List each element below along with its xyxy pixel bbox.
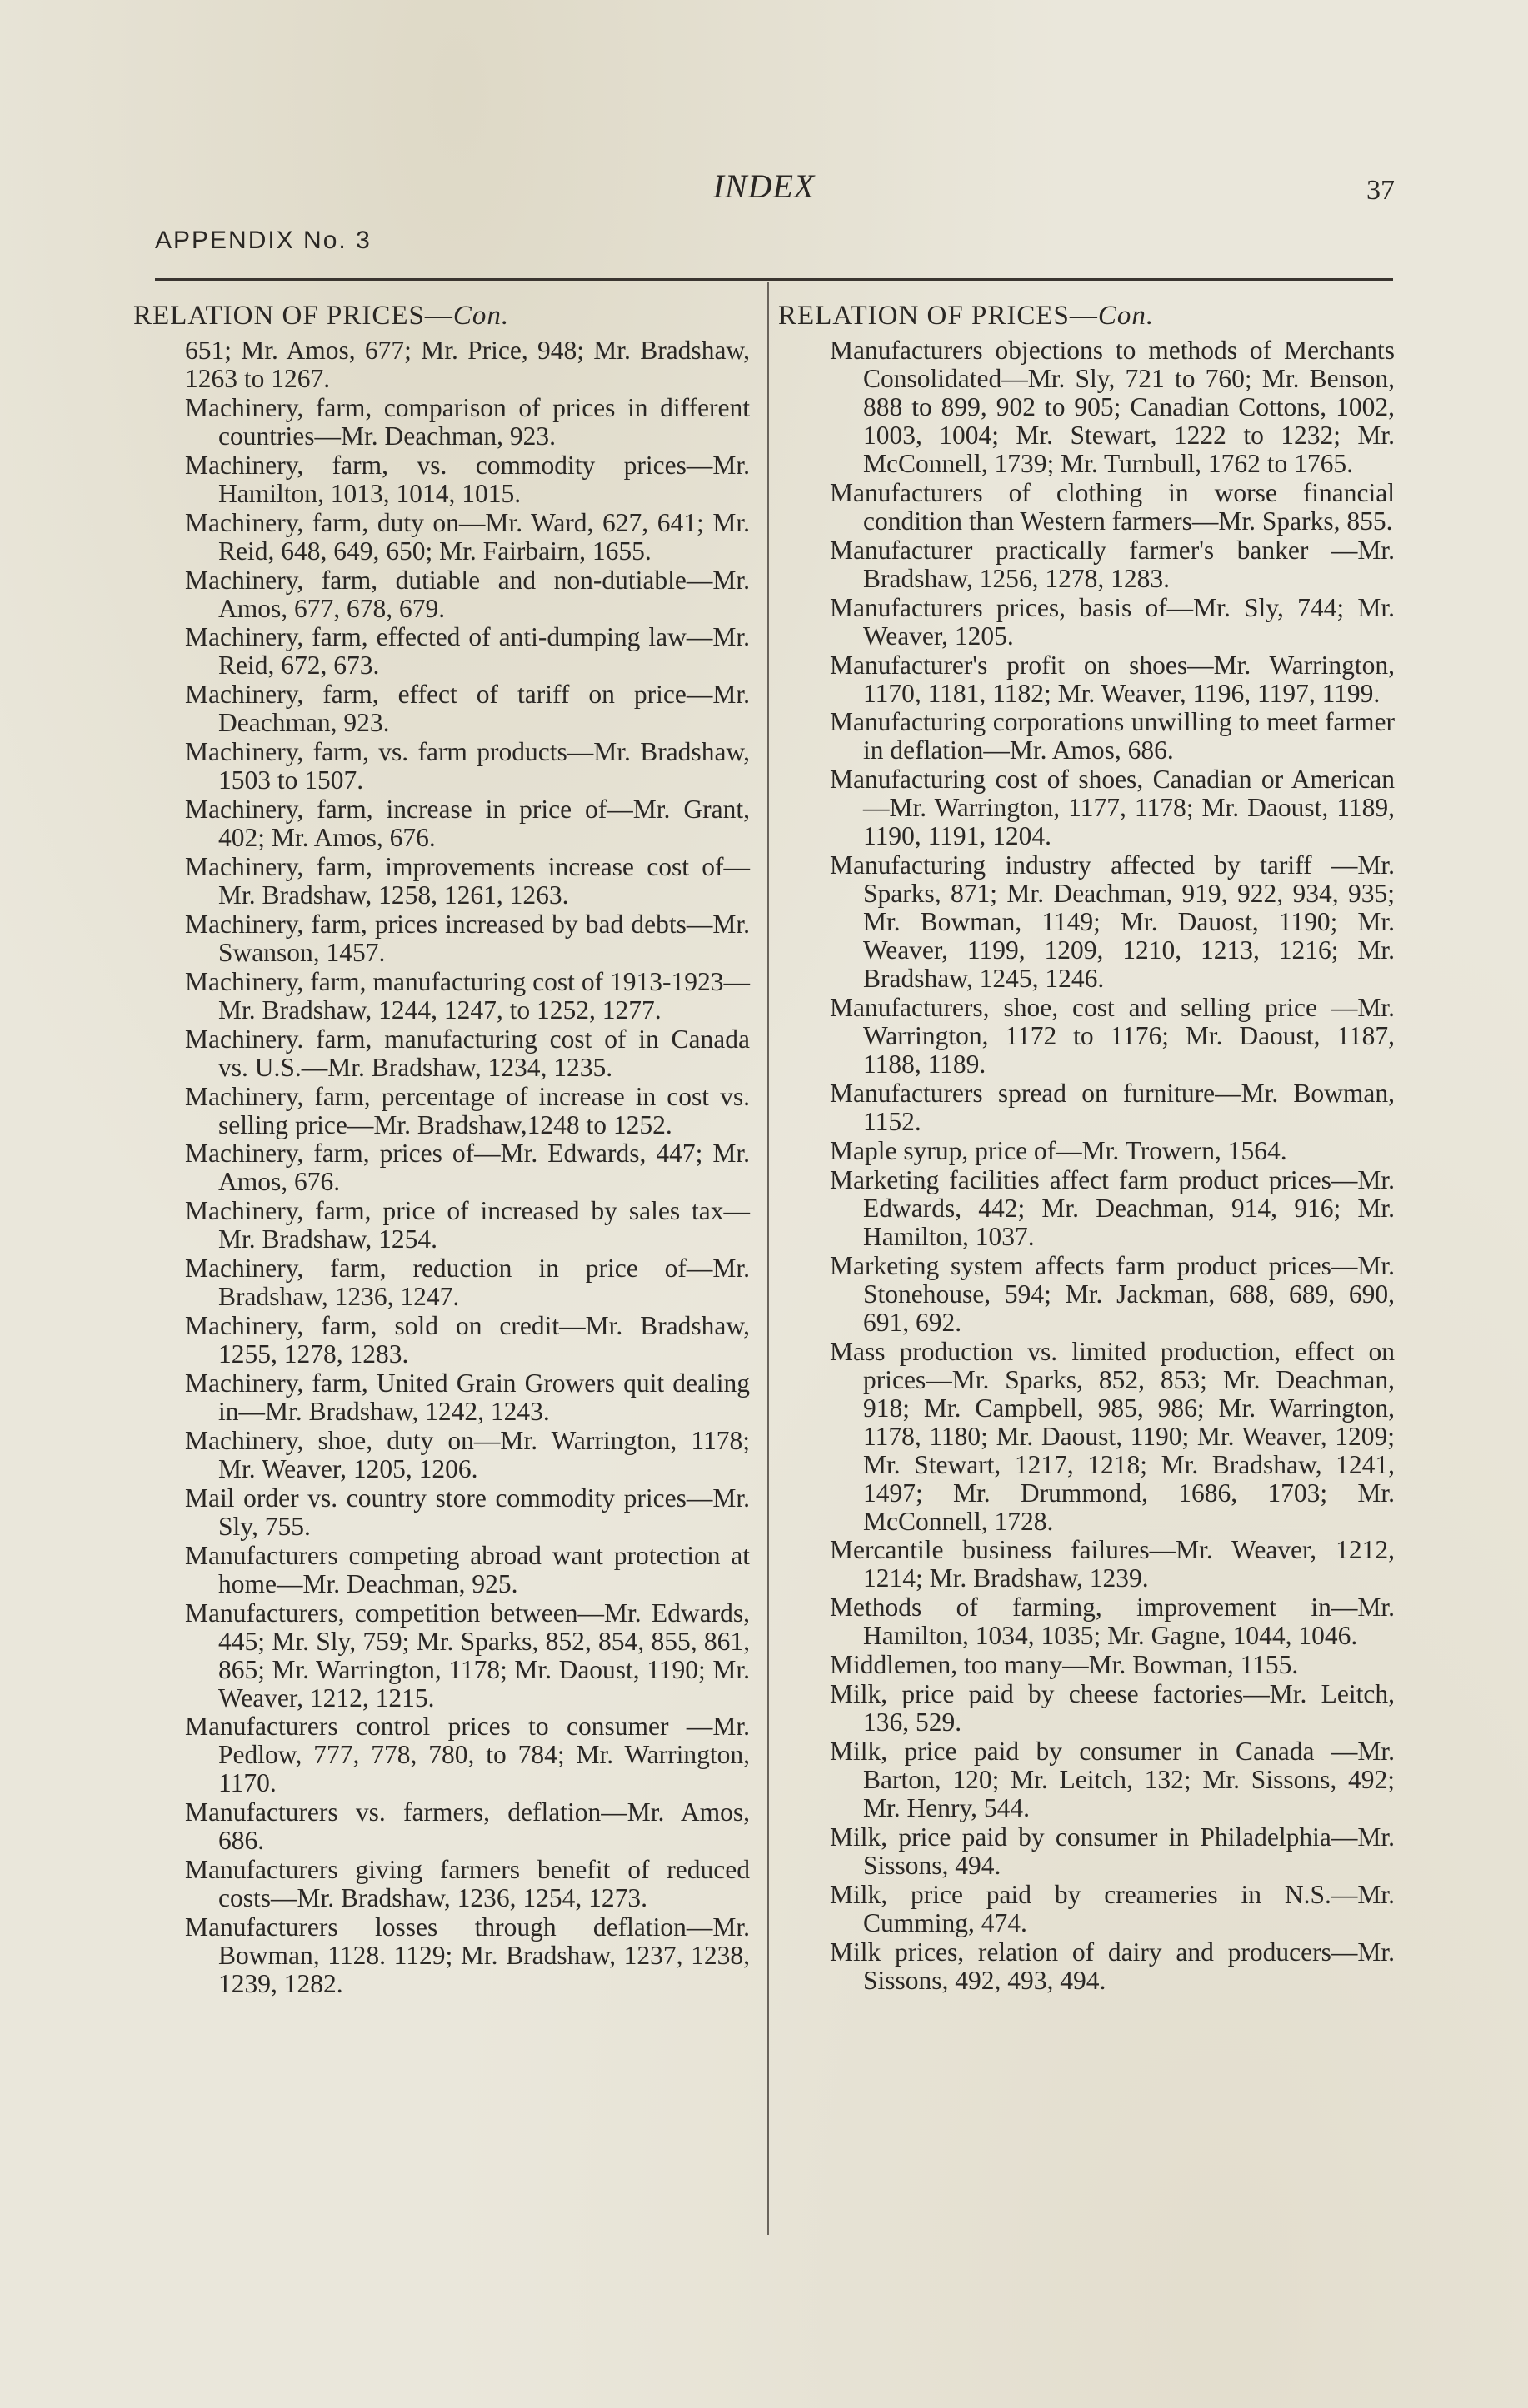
page-title: INDEX: [712, 167, 816, 205]
index-entry: Machinery. farm, manufacturing cost of in Canada vs. U.S.—Mr. Bradshaw, 1234, 1235.: [185, 1024, 750, 1082]
left-column: [133, 302, 750, 1999]
index-entry: Manufacturers losses through deflation—Mr. Bowman, 1128. 1129; Mr. Bradshaw, 1237, 1238, 1239, 1282.: [185, 1912, 750, 1999]
index-entry: Manufacturers of clothing in worse financial condition than Western farmers—Mr. Sparks, 855.: [830, 477, 1395, 536]
index-entry: Milk, price paid by cheese factories—Mr. Leitch, 136, 529.: [830, 1679, 1395, 1737]
right-column: [778, 302, 1395, 1996]
index-entry: Manufacturing industry affected by tariff —Mr. Sparks, 871; Mr. Deachman, 919, 922, 934, 935; Mr. Bowman, 1149; Mr. Dauost, 1190; Mr. Weaver, 1199, 1209, 1210, 1213, 1216; Mr. Bradshaw, 1245, 1246.: [830, 850, 1395, 994]
heading-main: RELATION OF PRICES—: [778, 301, 1098, 331]
index-entry: Manufacturers prices, basis of—Mr. Sly, 744; Mr. Weaver, 1205.: [830, 592, 1395, 651]
index-entry: Machinery, shoe, duty on—Mr. Warrington, 1178; Mr. Weaver, 1205, 1206.: [185, 1425, 750, 1483]
index-entry: Machinery, farm, increase in price of—Mr. Grant, 402; Mr. Amos, 676.: [185, 795, 750, 853]
heading-main: RELATION OF PRICES—: [133, 301, 453, 331]
index-entry: Machinery, farm, improvements increase cost of—Mr. Bradshaw, 1258, 1261, 1263.: [185, 852, 750, 910]
index-entry: Methods of farming, improvement in—Mr. Hamilton, 1034, 1035; Mr. Gagne, 1044, 1046.: [830, 1593, 1395, 1651]
continuation-entry: 651; Mr. Amos, 677; Mr. Price, 948; Mr. Bradshaw, 1263 to 1267.: [185, 336, 750, 393]
index-entry: Machinery, farm, dutiable and non-dutiable—Mr. Amos, 677, 678, 679.: [185, 565, 750, 623]
index-entry: Milk, price paid by creameries in N.S.—Mr. Cumming, 474.: [830, 1879, 1395, 1937]
index-entry: Machinery, farm, United Grain Growers quit dealing in—Mr. Bradshaw, 1242, 1243.: [185, 1369, 750, 1427]
column-divider: [767, 282, 769, 2235]
index-entry: Manufacturers control prices to consumer —Mr. Pedlow, 777, 778, 780, to 784; Mr. Warrington, 1170.: [185, 1712, 750, 1798]
index-entry: Manufacturer practically farmer's banker —Mr. Bradshaw, 1256, 1278, 1283.: [830, 535, 1395, 593]
index-entry: Middlemen, too many—Mr. Bowman, 1155.: [830, 1650, 1299, 1680]
index-entry: Manufacturers giving farmers benefit of reduced costs—Mr. Bradshaw, 1236, 1254, 1273.: [185, 1855, 750, 1913]
index-entry: Manufacturers spread on furniture—Mr. Bowman, 1152.: [830, 1079, 1395, 1137]
index-entry: Machinery, farm, effected of anti-dumping law—Mr. Reid, 672, 673.: [185, 622, 750, 681]
index-entry: Mass production vs. limited production, effect on prices—Mr. Sparks, 852, 853; Mr. Deachman, 918; Mr. Campbell, 985, 986; Mr. Warrington, 1178, 1180; Mr. Daoust, 1190; Mr. Weaver, 1209; Mr. Stewart, 1217, 1218; Mr. Bradshaw, 1241, 1497; Mr. Drummond, 1686, 1703; Mr. McConnell, 1728.: [830, 1336, 1395, 1536]
index-entry: Milk prices, relation of dairy and producers—Mr. Sissons, 492, 493, 494.: [830, 1937, 1395, 1995]
index-entry: Machinery, farm, sold on credit—Mr. Bradshaw, 1255, 1278, 1283.: [185, 1311, 750, 1369]
index-entry: Machinery, farm, reduction in price of—Mr. Bradshaw, 1236, 1247.: [185, 1254, 750, 1312]
index-entry: Manufacturers vs. farmers, deflation—Mr. Amos, 686.: [185, 1797, 750, 1856]
heading-con: Con.: [1097, 301, 1155, 331]
appendix-label: APPENDIX No. 3: [155, 227, 372, 254]
index-entry: Manufacturer's profit on shoes—Mr. Warrington, 1170, 1181, 1182; Mr. Weaver, 1196, 1197, 1199.: [830, 650, 1395, 708]
left-entry-list: [133, 394, 750, 1998]
heading-con: Con.: [452, 301, 510, 331]
index-entry: Machinery, farm, prices increased by bad debts—Mr. Swanson, 1457.: [185, 909, 750, 967]
index-entry: Machinery, farm, comparison of prices in different countries—Mr. Deachman, 923.: [185, 392, 750, 451]
index-entry: Manufacturers competing abroad want protection at home—Mr. Deachman, 925.: [185, 1540, 750, 1598]
index-entry: Maple syrup, price of—Mr. Trowern, 1564.: [830, 1135, 1287, 1165]
section-heading: [778, 302, 1395, 330]
right-entry-list: [778, 337, 1395, 1995]
index-entry: Machinery, farm, price of increased by sales tax—Mr. Bradshaw, 1254.: [185, 1196, 750, 1254]
page-number: 37: [1366, 175, 1395, 206]
index-entry: Marketing facilities affect farm product prices—Mr. Edwards, 442; Mr. Deachman, 914, 916; Mr. Hamilton, 1037.: [830, 1164, 1395, 1251]
index-entry: Machinery, farm, effect of tariff on price—Mr. Deachman, 923.: [185, 680, 750, 738]
index-entry: Machinery, farm, prices of—Mr. Edwards, 447; Mr. Amos, 676.: [185, 1139, 750, 1197]
index-entry: Marketing system affects farm product prices—Mr. Stonehouse, 594; Mr. Jackman, 688, 689, 690, 691, 692.: [830, 1250, 1395, 1337]
index-entry: Machinery, farm, duty on—Mr. Ward, 627, 641; Mr. Reid, 648, 649, 650; Mr. Fairbairn, 1655.: [185, 507, 750, 566]
index-entry: Machinery, farm, manufacturing cost of 1913-1923—Mr. Bradshaw, 1244, 1247, to 1252, 1277.: [185, 966, 750, 1025]
index-entry: Mercantile business failures—Mr. Weaver, 1212, 1214; Mr. Bradshaw, 1239.: [830, 1535, 1395, 1593]
index-entry: Milk, price paid by consumer in Canada —Mr. Barton, 120; Mr. Leitch, 132; Mr. Sissons, 492; Mr. Henry, 544.: [830, 1737, 1395, 1823]
index-entry: Manufacturers objections to methods of Merchants Consolidated—Mr. Sly, 721 to 760; Mr. Benson, 888 to 899, 902 to 905; Canadian Cottons, 1002, 1003, 1004; Mr. Stewart, 1222 to 1232; Mr. McConnell, 1739; Mr. Turnbull, 1762 to 1765.: [830, 336, 1395, 478]
header-rule: [155, 278, 1393, 281]
index-entry: Milk, price paid by consumer in Philadelphia—Mr. Sissons, 494.: [830, 1822, 1395, 1880]
section-heading: [133, 302, 750, 330]
index-entry: Manufacturing corporations unwilling to meet farmer in deflation—Mr. Amos, 686.: [830, 707, 1395, 765]
index-entry: Manufacturers, competition between—Mr. Edwards, 445; Mr. Sly, 759; Mr. Sparks, 852, 854, 855, 861, 865; Mr. Warrington, 1178; Mr. Daoust, 1190; Mr. Weaver, 1212, 1215.: [185, 1598, 750, 1713]
index-entry: Manufacturers, shoe, cost and selling price —Mr. Warrington, 1172 to 1176; Mr. Daoust, 1187, 1188, 1189.: [830, 993, 1395, 1079]
running-head: [0, 167, 1528, 217]
index-entry: Mail order vs. country store commodity prices—Mr. Sly, 755.: [185, 1483, 750, 1541]
index-entry: Machinery, farm, vs. commodity prices—Mr. Hamilton, 1013, 1014, 1015.: [185, 450, 750, 508]
index-entry: Manufacturing cost of shoes, Canadian or American—Mr. Warrington, 1177, 1178; Mr. Daoust, 1189, 1190, 1191, 1204.: [830, 765, 1395, 851]
index-entry: Machinery, farm, vs. farm products—Mr. Bradshaw, 1503 to 1507.: [185, 737, 750, 795]
index-entry: Machinery, farm, percentage of increase in cost vs. selling price—Mr. Bradshaw,1248 to 1252.: [185, 1081, 750, 1139]
